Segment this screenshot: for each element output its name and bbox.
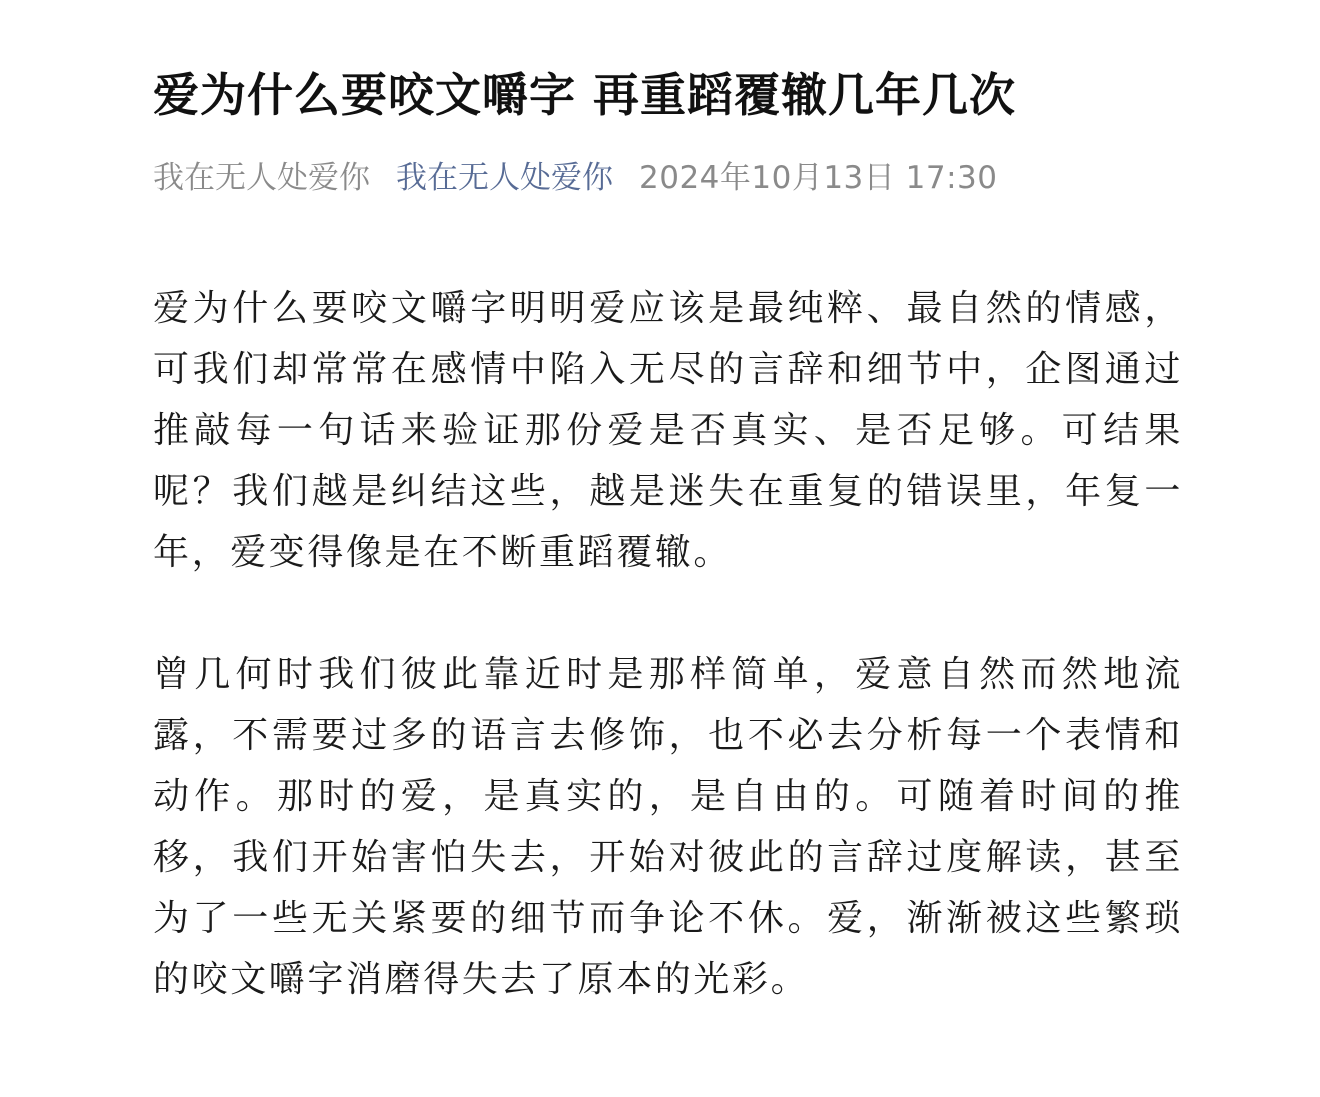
article-meta	[153, 156, 1183, 200]
paragraph-2: 曾几何时我们彼此靠近时是那样简单，爱意自然而然地流露，不需要过多的语言去修饰，也不必去分析每一个表情和动作。那时的爱，是真实的，是自由的。可随着时间的推移，我们开始害怕失去，开始对彼此的言辞过度解读，甚至为了一些无关紧要的细节而争论不休。爱，渐渐被这些繁琐的咬文嚼字消磨得失去了原本的光彩。	[153, 654, 1183, 1000]
article	[153, 62, 1183, 1010]
author-name: 我在无人处爱你	[153, 160, 370, 196]
paragraph-1: 爱为什么要咬文嚼字明明爱应该是最纯粹、最自然的情感，可我们却常常在感情中陷入无尽的言辞和细节中，企图通过推敲每一句话来验证那份爱是否真实、是否足够。可结果呢？我们越是纠结这些，越是迷失在重复的错误里，年复一年，爱变得像是在不断重蹈覆辙。	[153, 288, 1183, 573]
article-body	[153, 278, 1183, 1010]
account-name-link[interactable]: 我在无人处爱你	[396, 160, 613, 196]
publish-time: 2024年10月13日 17:30	[639, 160, 998, 196]
article-title: 爱为什么要咬文嚼字 再重蹈覆辙几年几次	[153, 68, 1017, 122]
